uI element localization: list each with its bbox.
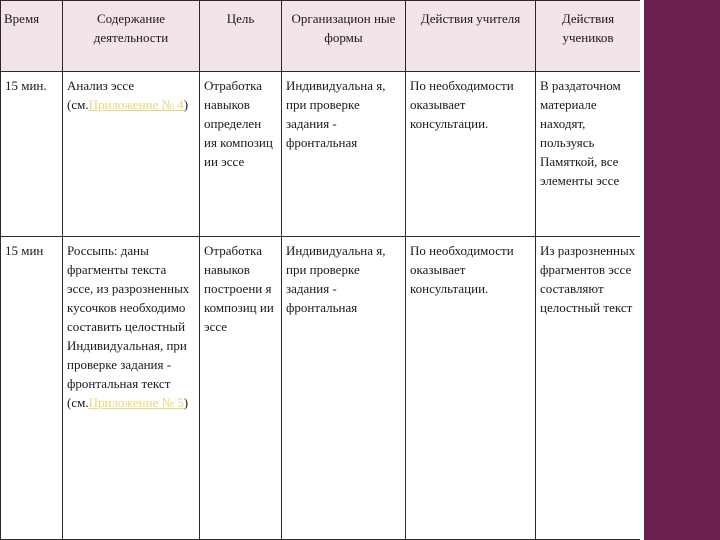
appendix-link[interactable]: Приложение № 5 bbox=[88, 395, 184, 410]
content-text: Россыпь: даны фрагменты текста эссе, из разрозненных кусочков необходимо составить целостный Индивидуальная, при проверке задания - фронтальная текст (см. bbox=[67, 243, 190, 410]
cell-content bbox=[63, 72, 200, 237]
header-teacher: Действия учителя bbox=[406, 1, 536, 72]
cell-goal: Отработка навыков построени я композиц ии эссе bbox=[200, 237, 282, 540]
cell-teacher: По необходимости оказывает консультации. bbox=[406, 237, 536, 540]
table-row bbox=[1, 72, 641, 237]
cell-time: 15 мин bbox=[1, 237, 63, 540]
cell-goal: Отработка навыков определен ия композиц ии эссе bbox=[200, 72, 282, 237]
cell-forms: Индивидуальна я, при проверке задания - фронтальная bbox=[282, 237, 406, 540]
content-tail: ) bbox=[183, 97, 189, 112]
content-tail: ) bbox=[183, 395, 189, 410]
table-row bbox=[1, 237, 641, 540]
cell-students: Из разрозненных фрагментов эссе составляют целостный текст bbox=[536, 237, 641, 540]
header-forms: Организацион ные формы bbox=[282, 1, 406, 72]
header-row bbox=[1, 1, 641, 72]
header-students: Действия учеников bbox=[536, 1, 641, 72]
cell-teacher: По необходимости оказывает консультации. bbox=[406, 72, 536, 237]
header-content: Содержание деятельности bbox=[63, 1, 200, 72]
header-time: Время bbox=[1, 1, 63, 72]
cell-students: В раздаточном материале находят, пользуясь Памяткой, все элементы эссе bbox=[536, 72, 641, 237]
cell-forms: Индивидуальна я, при проверке задания - фронтальная bbox=[282, 72, 406, 237]
header-goal: Цель bbox=[200, 1, 282, 72]
cell-content bbox=[63, 237, 200, 540]
content-text: Анализ эссе (см. bbox=[67, 78, 135, 112]
cell-time: 15 мин. bbox=[1, 72, 63, 237]
strip-divider bbox=[640, 0, 644, 540]
appendix-link[interactable]: Приложение № 4 bbox=[88, 97, 184, 112]
decorative-side-strip bbox=[640, 0, 720, 540]
